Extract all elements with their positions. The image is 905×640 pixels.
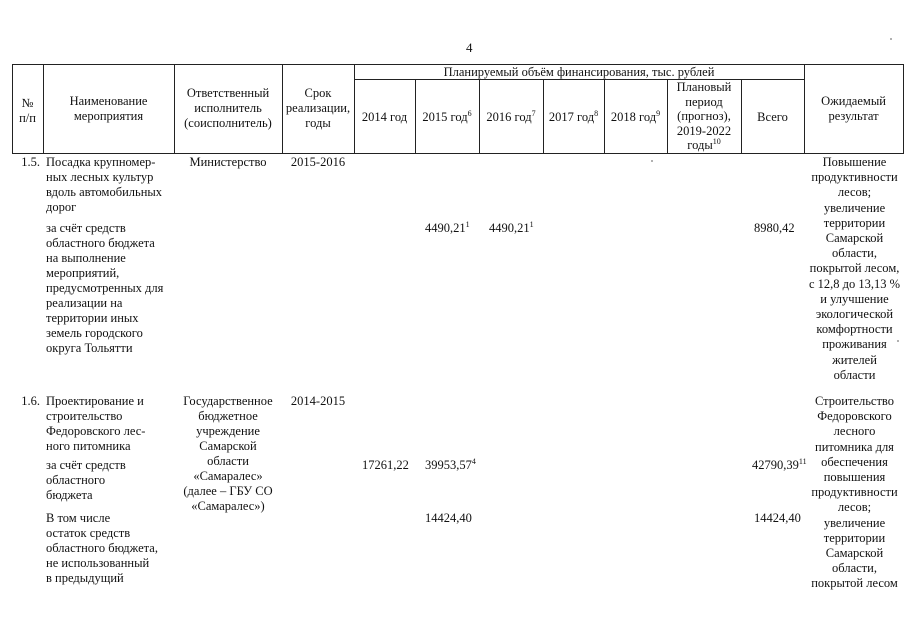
footnote-mark: 4 <box>471 456 476 466</box>
value-2015: 4490,21$^1$ <box>425 219 470 235</box>
header-funding-group: Планируемый объём финансирования, тыс. рублей <box>443 65 715 79</box>
col-border-12 <box>903 64 904 153</box>
implementation-term: 2014-2015 <box>290 394 346 408</box>
header-year-2015: 2015 год$^6$ <box>422 108 472 124</box>
implementation-term: 2015-2016 <box>290 155 346 169</box>
responsible-executor: Государственное бюджетное учреждение Самарской области «Самаралес» (далее – ГБУ СО «Самаралес») <box>183 394 273 513</box>
header-year-2018: 2018 год$^9$ <box>610 108 661 124</box>
footnote-mark: 8 <box>594 108 599 118</box>
header-planned-period: Плановый период (прогноз), 2019-2022 годы$^{10}$ <box>676 80 732 152</box>
header-year-2014: 2014 год <box>361 110 408 124</box>
header-number: № п/п <box>19 96 36 125</box>
responsible-executor: Министерство <box>189 155 267 169</box>
header-year-2016: 2016 год$^7$ <box>486 108 536 124</box>
footnote-mark: 6 <box>467 108 472 118</box>
measure-name: Посадка крупномер- ных лесных культур вдоль автомобильных дорог <box>46 155 163 214</box>
footnote-mark: 7 <box>531 108 536 118</box>
funding-source: за счёт средств областного бюджета <box>46 458 126 502</box>
measure-name: Проектирование и строительство Федоровского лес- ного питомника <box>46 394 146 453</box>
header-year-2017: 2017 год$^8$ <box>548 108 599 124</box>
value-2016: 4490,21$^1$ <box>489 219 534 235</box>
scan-speck <box>897 340 899 342</box>
value-2015-remainder: 14424,40 <box>425 511 472 525</box>
row-number: 1.5. <box>21 155 40 169</box>
value-total-remainder: 14424,40 <box>754 511 801 525</box>
header-total: Всего <box>757 110 788 124</box>
header-term: Срок реализации, годы <box>285 86 351 130</box>
footnote-mark: 1 <box>465 219 470 229</box>
header-responsible: Ответственный исполнитель (соисполнитель) <box>184 86 272 130</box>
footnote-mark: 11 <box>798 456 807 466</box>
table-header-bottom-border <box>12 153 904 154</box>
scan-speck <box>651 160 653 162</box>
value-total: 8980,42 <box>754 221 795 235</box>
expected-result: Строительство Федоровского лесного питомника для обеспечения повышения продуктивности лесов; увеличение территории Самарской области, покрытой лесом <box>811 394 898 591</box>
value-total: 42790,39$^{11}$ <box>752 456 807 472</box>
footnote-mark: 1 <box>529 219 534 229</box>
footnote-mark: 10 <box>712 136 721 146</box>
funding-source-remainder: В том числе остаток средств областного бюджета, не использованный в предыдущий <box>46 511 158 585</box>
footnote-mark: 9 <box>656 108 661 118</box>
funding-source: за счёт средств областного бюджета на выполнение мероприятий, предусмотренных для реализации на территории иных земель городского округа Тольятти <box>46 221 164 355</box>
scan-speck <box>890 38 892 40</box>
header-name: Наименование мероприятия <box>69 94 148 123</box>
value-2015: 39953,57$^4$ <box>425 456 476 472</box>
value-2014: 17261,22 <box>362 458 409 472</box>
page-number: 4 <box>466 40 473 55</box>
header-result: Ожидаемый результат <box>821 94 886 123</box>
row-number: 1.6. <box>21 394 40 408</box>
expected-result: Повышение продуктивности лесов; увеличение территории Самарской области, покрытой лесом, с 12,8 до 13,13 % и улучшение экологической комфортности проживания жителей области <box>808 155 901 382</box>
